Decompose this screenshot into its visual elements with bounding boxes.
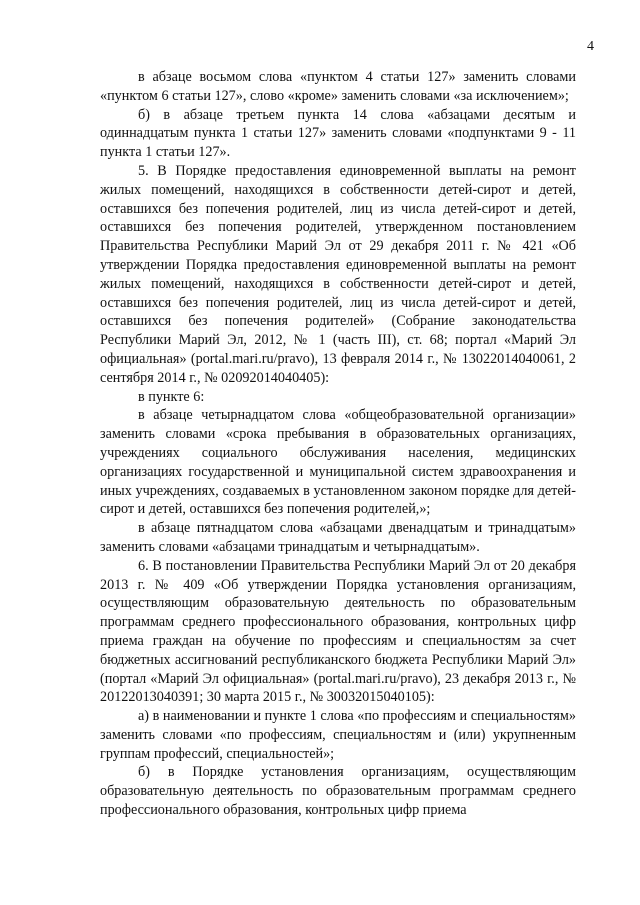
page-number: 4 xyxy=(587,39,594,54)
paragraph: 5. В Порядке предоставления единовременной выплаты на ремонт жилых помещений, находящихся в собственности детей-сирот и детей, оставшихся без попечения родителей, лиц из числа детей-сирот и детей, оставшихся без попечения родителей, утвержденном постановлением Правительства Республики Марий Эл от 29 декабря 2011 г. № 421 «Об утверждении Порядка предоставления единовременной выплаты на ремонт жилых помещений, находящихся в собственности детей-сирот и детей, оставшихся без попечения родителей, лиц из числа детей-сирот и детей, оставшихся без попечения родителей» (Собрание законодательства Республики Марий Эл, 2012, № 1 (часть III), ст. 68; портал «Марий Эл официальная» (portal.mari.ru/pravo), 13 февраля 2014 г., № 13022014040061, 2 сентября 2014 г., № 02092014040405): xyxy=(100,162,576,386)
paragraph: в абзаце восьмом слова «пунктом 4 статьи 127» заменить словами «пунктом 6 статьи 127», слово «кроме» заменить словами «за исключением»; xyxy=(100,69,576,104)
document-body xyxy=(100,68,576,820)
paragraph: 6. В постановлении Правительства Республики Марий Эл от 20 декабря 2013 г. № 409 «Об утверждении Порядка установления организациям, осуществляющим образовательную деятельность по образовательным программам среднего профессионального образования, контрольных цифр приема граждан на обучение по профессиям и специальностям за счет бюджетных ассигнований республиканского бюджета Республики Марий Эл» (портал «Марий Эл официальная» (portal.mari.ru/pravo), 23 декабря 2013 г., № 20122013040391; 30 марта 2015 г., № 30032015040105): xyxy=(100,557,576,706)
paragraph: а) в наименовании и пункте 1 слова «по профессиям и специальностям» заменить словами «по профессиям, специальностям и (или) укрупненным группам профессий, специальностей»; xyxy=(100,708,576,762)
paragraph: б) в абзаце третьем пункта 14 слова «абзацами десятым и одиннадцатым пункта 1 статьи 127» заменить словами «подпунктами 9 - 11 пункта 1 статьи 127». xyxy=(100,106,576,161)
paragraph: в абзаце четырнадцатом слова «общеобразовательной организации» заменить словами «срока пребывания в образовательных организациях, учреждениях социального обслуживания населения, медицинских организациях государственной и муниципальной систем здравоохранения и иных учреждениях, создаваемых в установленном законом порядке для детей-сирот и детей, оставшихся без попечения родителей,»; xyxy=(100,407,576,518)
paragraph: б) в Порядке установления организациям, осуществляющим образовательную деятельность по образовательным программам среднего профессионального образования, контрольных цифр приема xyxy=(100,764,576,819)
paragraph: в абзаце пятнадцатом слова «абзацами двенадцатым и тринадцатым» заменить словами «абзацами тринадцатым и четырнадцатым». xyxy=(100,520,576,555)
paragraph: в пункте 6: xyxy=(138,388,205,405)
